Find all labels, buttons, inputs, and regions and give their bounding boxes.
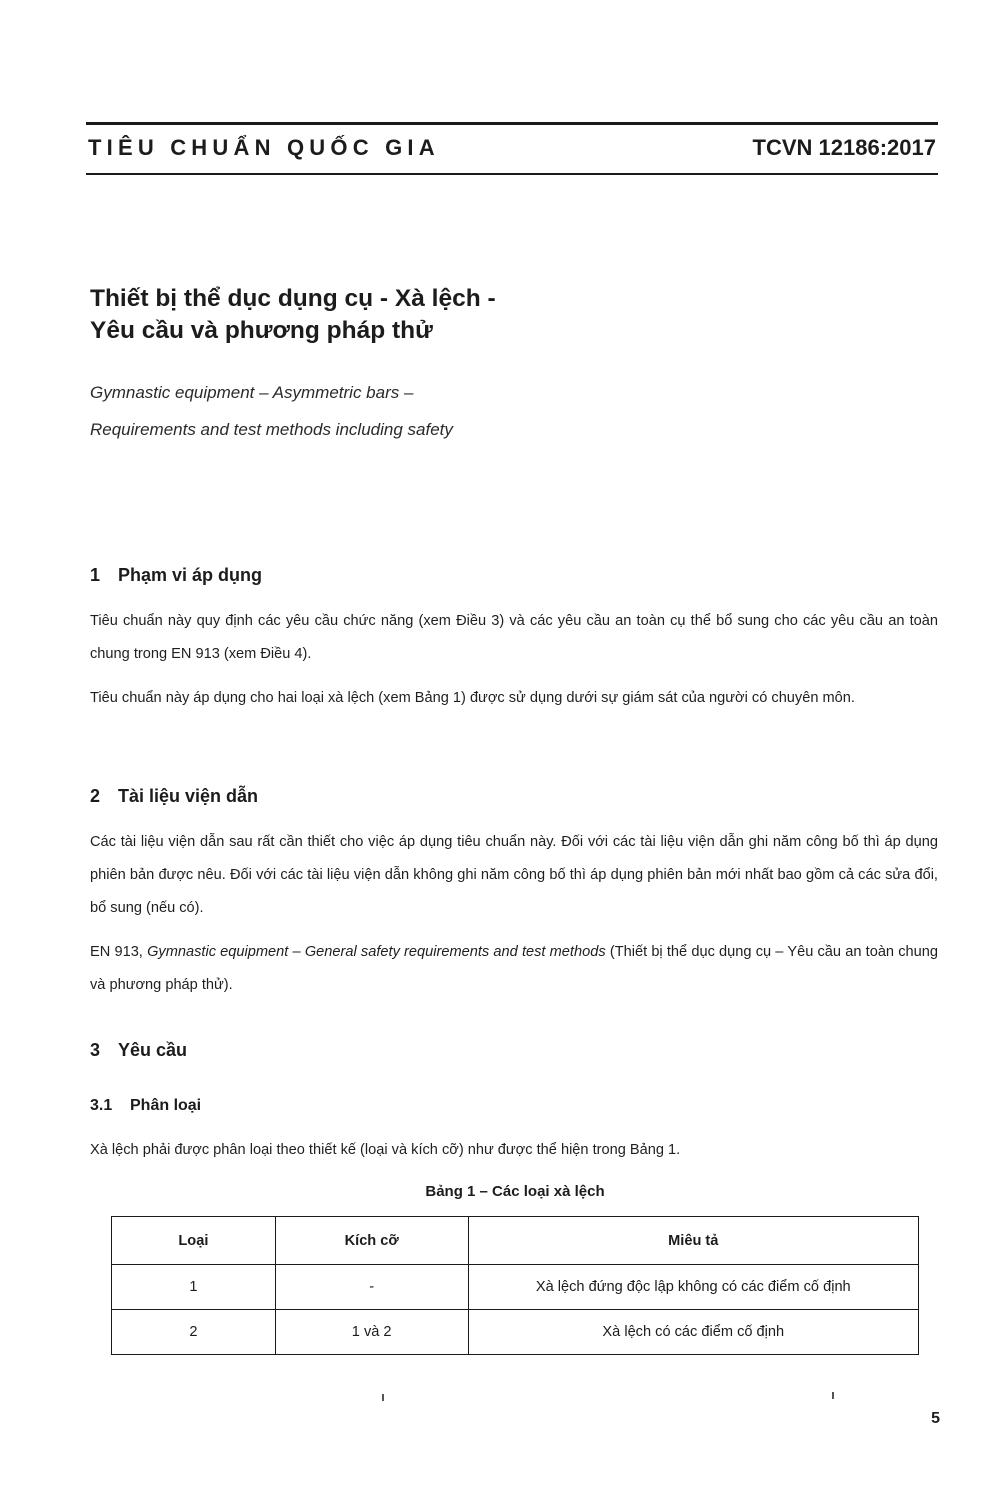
scan-speck <box>832 1392 834 1399</box>
section-2-reference <box>90 936 938 1002</box>
table-header-row <box>112 1217 919 1265</box>
title-en-line-1: Gymnastic equipment – Asymmetric bars – <box>90 383 414 402</box>
title-vi-line-1: Thiết bị thể dục dụng cụ - Xà lệch - <box>90 285 496 312</box>
table-1-caption: Bảng 1 – Các loại xà lệch <box>425 1183 605 1200</box>
document-title-english <box>90 374 790 448</box>
reference-title: Gymnastic equipment – General safety requirements and test methods <box>147 944 606 960</box>
subsection-number: 3.1 <box>90 1097 113 1114</box>
document-title-vietnamese <box>90 283 790 347</box>
column-header-type: Loại <box>112 1217 276 1265</box>
section-title: Tài liệu viện dẫn <box>118 786 259 806</box>
title-vi-line-2: Yêu cầu và phương pháp thử <box>90 317 433 344</box>
section-number: 1 <box>90 565 101 585</box>
table-1 <box>111 1216 919 1355</box>
section-title: Yêu cầu <box>118 1040 188 1060</box>
table-row <box>112 1265 919 1310</box>
section-1-paragraph-2: Tiêu chuẩn này áp dụng cho hai loại xà lệch (xem Bảng 1) được sử dụng dưới sự giám sát của người có chuyên môn. <box>90 690 855 706</box>
section-1-heading <box>90 565 262 586</box>
section-title: Phạm vi áp dụng <box>118 565 263 585</box>
table-cell: 1 <box>112 1265 276 1310</box>
table-cell: - <box>275 1265 468 1310</box>
section-3-1-paragraph: Xà lệch phải được phân loại theo thiết kế (loại và kích cỡ) như được thể hiện trong Bảng 1. <box>90 1142 681 1158</box>
section-number: 3 <box>90 1040 101 1060</box>
table-cell: Xà lệch có các điểm cố định <box>468 1310 918 1355</box>
section-1-paragraph-1: Tiêu chuẩn này quy định các yêu cầu chức năng (xem Điều 3) và các yêu cầu an toàn cụ thể bổ sung cho các yêu cầu an toàn chung trong EN 913 (xem Điều 4). <box>90 613 938 662</box>
reference-description: (Thiết bị thể dục dụng cụ – Yêu cầu an toàn chung và phương pháp thử). <box>90 944 938 993</box>
section-2-heading <box>90 786 258 807</box>
column-header-description: Miêu tả <box>468 1217 918 1265</box>
section-2-paragraph-1: Các tài liệu viện dẫn sau rất cần thiết cho việc áp dụng tiêu chuẩn này. Đối với các tài liệu viện dẫn ghi năm công bố thì áp dụng phiên bản được nêu. Đối với các tài liệu viện dẫn không ghi năm công bố thì áp dụng phiên bản mới nhất bao gồm cả các sửa đổi, bổ sung (nếu có). <box>90 834 938 916</box>
page-header <box>86 122 938 175</box>
table-row <box>112 1310 919 1355</box>
section-3-heading <box>90 1040 187 1061</box>
table-cell: 2 <box>112 1310 276 1355</box>
section-number: 2 <box>90 786 101 806</box>
title-en-line-2: Requirements and test methods including safety <box>90 420 453 439</box>
reference-code: EN 913, <box>90 944 148 960</box>
header-standard-code: TCVN 12186:2017 <box>752 135 936 160</box>
table-cell: Xà lệch đứng độc lập không có các điểm cố định <box>468 1265 918 1310</box>
column-header-size: Kích cỡ <box>275 1217 468 1265</box>
table-cell: 1 và 2 <box>275 1310 468 1355</box>
subsection-title: Phân loại <box>130 1097 202 1114</box>
scan-speck <box>382 1394 384 1401</box>
page-number: 5 <box>931 1410 940 1427</box>
header-standard-label: TIÊU CHUẨN QUỐC GIA <box>88 135 440 160</box>
section-3-1-heading <box>90 1097 201 1115</box>
